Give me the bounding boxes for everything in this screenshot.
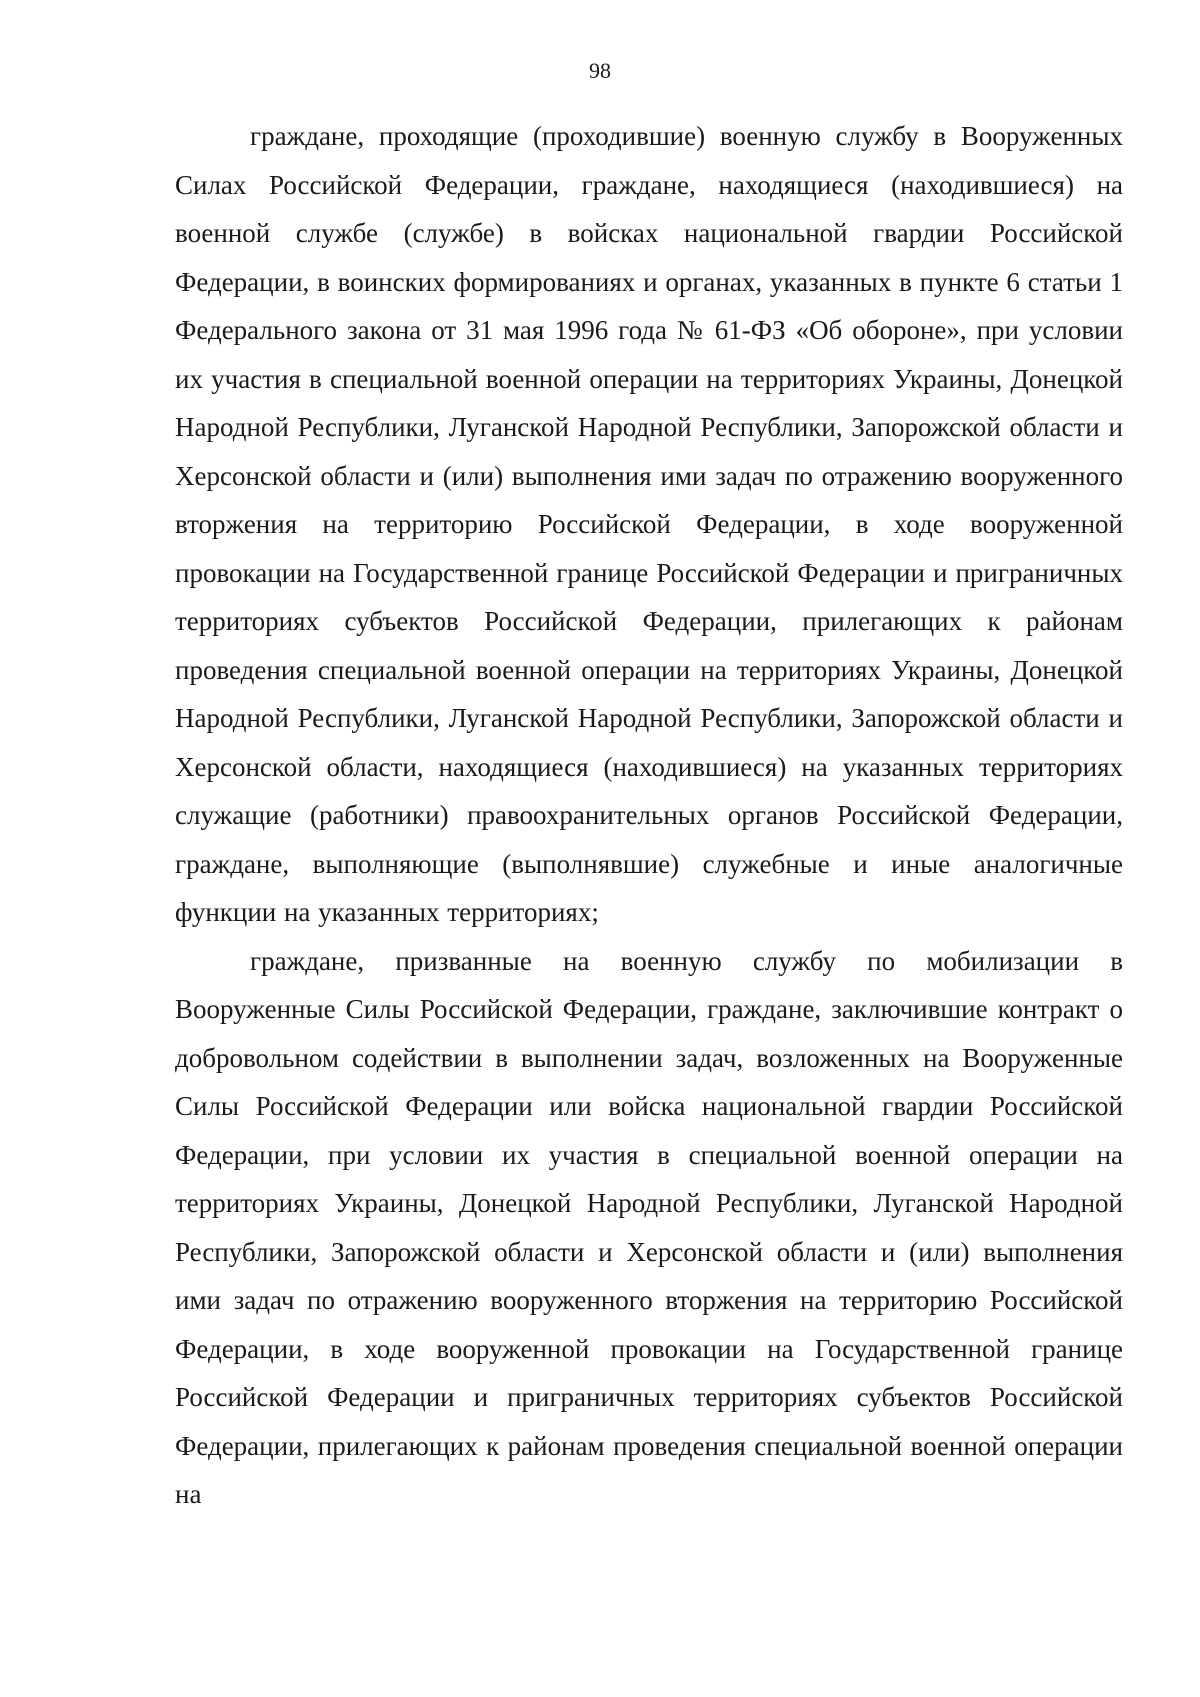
document-body bbox=[175, 112, 1123, 1519]
page-number: 98 bbox=[589, 58, 611, 83]
paragraph-1: граждане, проходящие (проходившие) военную службу в Вооруженных Силах Российской Федерации, граждане, находящиеся (находившиеся) на военной службе (службе) в войсках национальной гвардии Российской Федерации, в воинских формированиях и органах, указанных в пункте 6 статьи 1 Федерального закона от 31 мая 1996 года № 61-ФЗ «Об обороне», при условии их участия в специальной военной операции на территориях Украины, Донецкой Народной Республики, Луганской Народной Республики, Запорожской области и Херсонской области и (или) выполнения ими задач по отражению вооруженного вторжения на территорию Российской Федерации, в ходе вооруженной провокации на Государственной границе Российской Федерации и приграничных территориях субъектов Российской Федерации, прилегающих к районам проведения специальной военной операции на территориях Украины, Донецкой Народной Республики, Луганской Народной Республики, Запорожской области и Херсонской области, находящиеся (находившиеся) на указанных территориях служащие (работники) правоохранительных органов Российской Федерации, граждане, выполняющие (выполнявшие) служебные и иные аналогичные функции на указанных территориях; bbox=[175, 121, 1123, 927]
paragraph-2: граждане, призванные на военную службу по мобилизации в Вооруженные Силы Российской Федерации, граждане, заключившие контракт о добровольном содействии в выполнении задач, возложенных на Вооруженные Силы Российской Федерации или войска национальной гвардии Российской Федерации, при условии их участия в специальной военной операции на территориях Украины, Донецкой Народной Республики, Луганской Народной Республики, Запорожской области и Херсонской области и (или) выполнения ими задач по отражению вооруженного вторжения на территорию Российской Федерации, в ходе вооруженной провокации на Государственной границе Российской Федерации и приграничных территориях субъектов Российской Федерации, прилегающих к районам проведения специальной военной операции на bbox=[175, 945, 1123, 1509]
